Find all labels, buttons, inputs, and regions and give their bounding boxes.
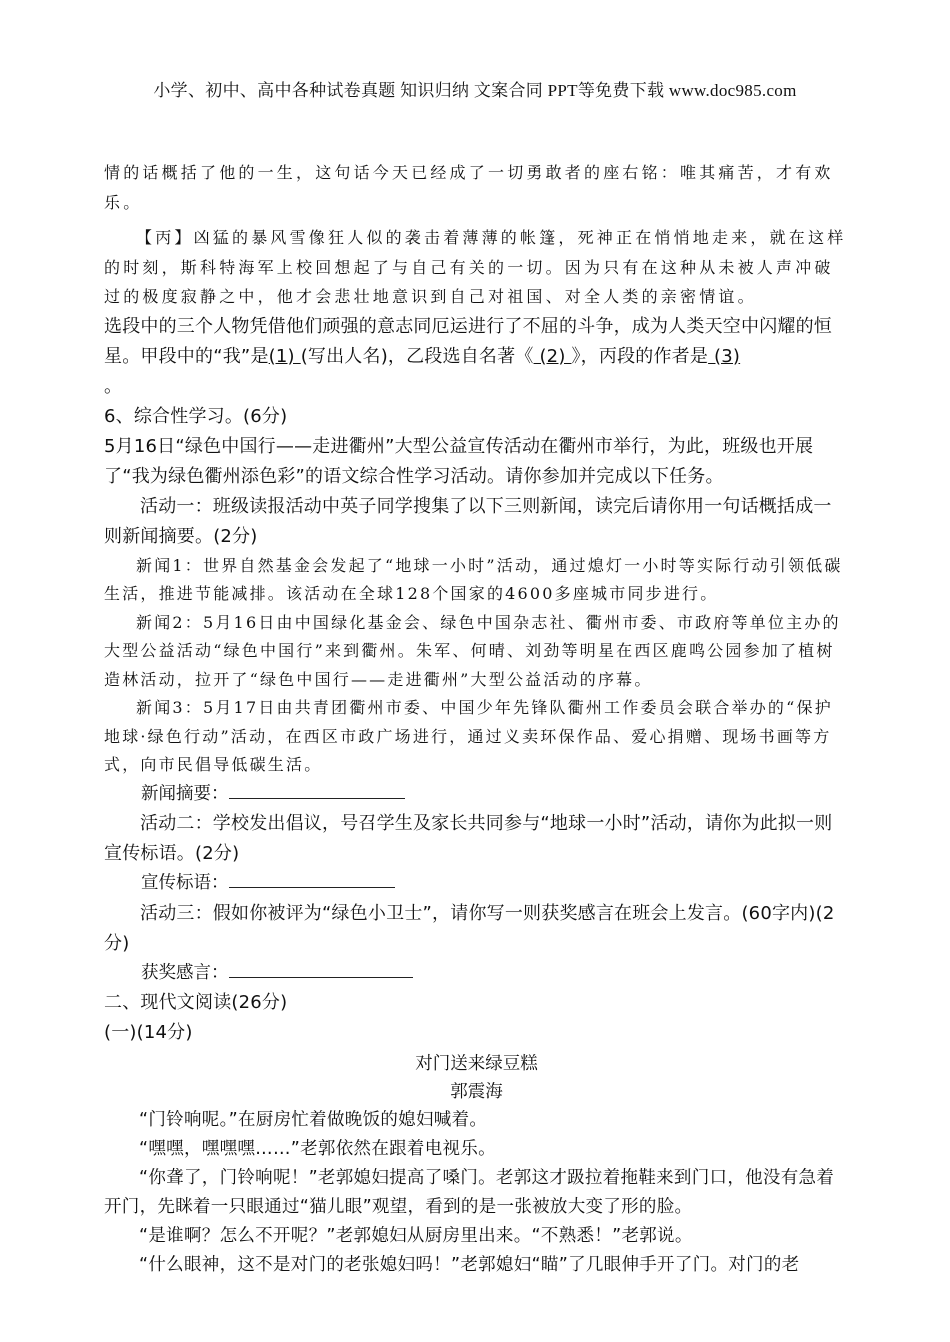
summary-answer-line[interactable] [229,780,405,799]
q5-text-1: 选段中的三个人物凭借他们顽强的意志同厄运进行了不屈的斗争，成为人类天空中闪耀的恒星。甲段中的“我”是 [104,315,832,367]
story-line-3: “你聋了，门铃响呢！”老郭媳妇提高了嗓门。老郭这才趿拉着拖鞋来到门口，他没有急着开门，先眯着一只眼通过“猫儿眼”观望，看到的是一张被放大变了形的脸。 [104,1168,835,1217]
slogan-label: 宣传标语： [141,873,229,893]
passage-continuation: 情的话概括了他的一生，这句话今天已经成了一切勇敢者的座右铭：唯其痛苦，才有欢乐。 [104,163,834,212]
q6-summary-row [104,780,849,810]
q5-end: 。 [104,375,123,397]
section-2-sub: (一)(14分) [104,1022,193,1043]
speech-answer-line[interactable] [229,959,413,978]
story-author: 郭震海 [450,1082,503,1102]
page-header: 小学、初中、高中各种试卷真题 知识归纳 文案合同 PPT等免费下载 www.doc985.com [153,81,797,100]
summary-label: 新闻摘要： [141,783,229,804]
q6-speech-row [104,959,849,989]
q6-activity-1: 活动一：班级读报活动中英子同学搜集了以下三则新闻，读完后请你用一句话概括成一则新闻摘要。(2分) [104,495,832,547]
q6-activity-2: 活动二：学校发出倡议，号召学生及家长共同参与“地球一小时”活动，请你为此拟一则宣传标语。(2分) [104,813,833,864]
story-line-2: “嘿嘿，嘿嘿嘿……”老郭依然在跟着电视乐。 [139,1139,496,1159]
slogan-answer-line[interactable] [229,869,395,888]
q6-news-3: 新闻3：5月17日由共青团衢州市委、中国少年先锋队衢州工作委员会联合举办的“保护地球·绿色行动”活动，在西区市政广场进行，通过义卖环保作品、爱心捐赠、现场书画等方式，向市民倡导低碳生活。 [104,698,833,774]
story-line-1: “门铃响呢。”在厨房忙着做晚饭的媳妇喊着。 [139,1110,488,1130]
q6-intro: 5月16日“绿色中国行——走进衢州”大型公益宣传活动在衢州市举行，为此，班级也开展了“我为绿色衢州添色彩”的语文综合性学习活动。请你参加并完成以下任务。 [104,435,814,487]
story-title: 对门送来绿豆糕 [415,1054,538,1074]
q6-slogan-row [104,869,849,899]
story-line-5: “什么眼神，这不是对门的老张媳妇吗！”老郭媳妇“瞄”了几眼伸手开了门。对门的老 [139,1255,800,1275]
passage-bing: 【丙】凶猛的暴风雪像狂人似的袭击着薄薄的帐篷，死神正在悄悄地走来，就在这样的时刻，斯科特海军上校回想起了与自己有关的一切。因为只有在这种从未被人声冲破过的极度寂静之中，他才会悲壮地意识到自己对祖国、对全人类的亲密情谊。 [104,228,847,306]
q5-blank-2: (2) [533,345,572,367]
document-body [104,158,849,1280]
q6-news-2: 新闻2：5月16日由中国绿化基金会、绿色中国杂志社、衢州市委、市政府等单位主办的大型公益活动“绿色中国行”来到衢州。朱军、何晴、刘劲等明星在西区鹿鸣公园参加了植树造林活动，拉开了“绿色中国行——走进衢州”大型公益活动的序幕。 [104,612,841,689]
q6-activity-3: 活动三：假如你被评为“绿色小卫士”，请你写一则获奖感言在班会上发言。(60字内)(2分) [104,902,835,954]
q5-text-2: (写出人名)，乙段选自名著《 [300,345,534,367]
q6-news-1: 新闻1：世界自然基金会发起了“地球一小时”活动，通过熄灯一小时等实际行动引领低碳生活，推进节能减排。该活动在全球128个国家的4600多座城市同步进行。 [104,555,843,603]
q5-blank-1: (1) [268,345,301,367]
q5-blank-3: (3) [708,345,741,367]
q5-text-3: 》，丙段的作者是 [571,345,709,367]
story-line-4: “是谁啊？怎么不开呢？”老郭媳妇从厨房里出来。“不熟悉！”老郭说。 [139,1226,693,1246]
speech-label: 获奖感言： [141,962,229,983]
section-2-title: 二、现代文阅读(26分) [104,992,288,1013]
question-5 [104,312,849,402]
q6-title: 6、综合性学习。(6分) [104,405,288,427]
